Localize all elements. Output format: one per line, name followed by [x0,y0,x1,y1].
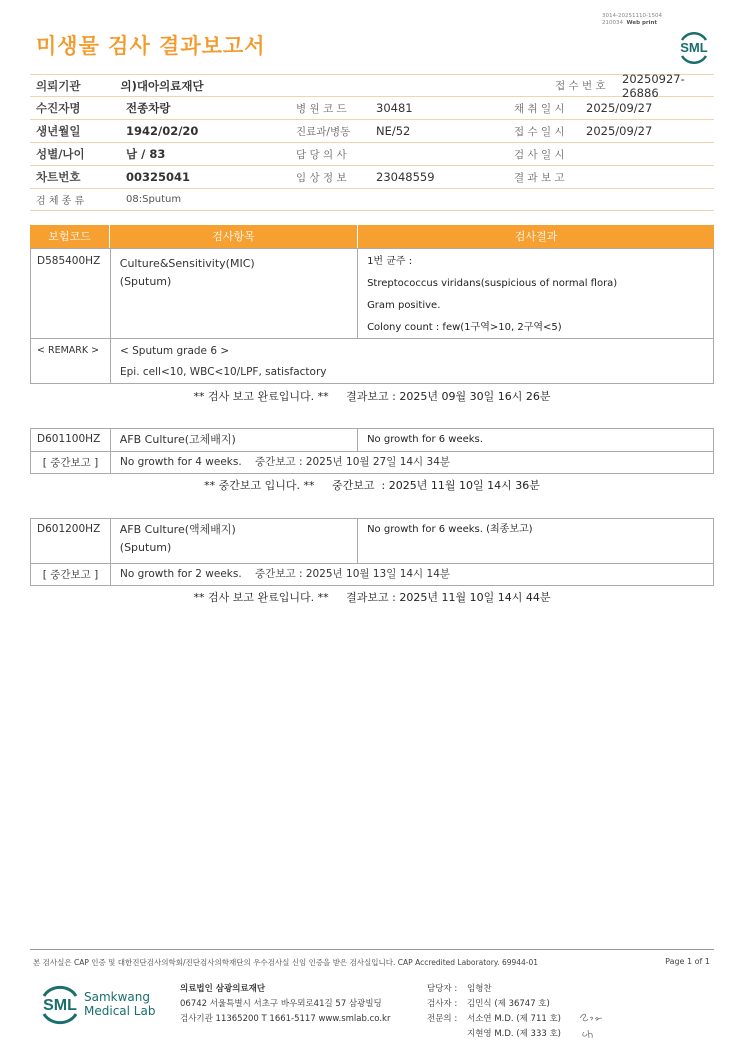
org-name: 의료법인 삼광의료재단 [180,984,266,994]
report-status-note: ** 중간보고 입니다. ** 중간보고 : 2025년 11월 10일 14시 36분 [204,479,540,492]
table-row [31,339,713,383]
value-sex-age: 남 / 83 [126,147,166,161]
test-result: No growth for 6 weeks. [367,434,483,445]
label-clinical-info: 임 상 정 보 [296,171,347,184]
table-row [31,564,713,585]
test-item-specimen: (Sputum) [119,275,172,288]
staff-info [427,982,561,1042]
table-row [31,519,713,564]
interim-text: No growth for 2 weeks. 중간보고 : 2025년 10월 13일 14시 14분 [120,568,451,580]
info-row [30,120,714,143]
test-code: D601200HZ [31,519,111,563]
test-code: D601100HZ [31,429,111,451]
info-row [30,189,714,211]
label-hospital-code: 병 원 코 드 [296,102,347,115]
staff-name: 김민식 (제 36747 호) [467,999,550,1009]
value-collection-date: 2025/09/27 [586,101,653,115]
staff-role [427,1027,467,1042]
label-collection-date: 채 취 일 시 [514,102,565,115]
table-row [31,452,713,473]
label-result-report: 결 과 보 고 [514,171,565,184]
sml-logo-icon [674,26,714,66]
value-hospital-code: 30481 [376,101,413,115]
value-requester: 의)대아의료재단 [120,78,204,93]
test-block-afb-solid [30,428,714,474]
value-receipt-date: 2025/09/27 [586,124,653,138]
footer-divider [30,949,714,950]
info-row [30,97,714,120]
staff-row [427,982,561,997]
test-item-name: AFB Culture(액체배지) [119,523,236,536]
header-insurance-code: 보험코드 [30,225,110,248]
header-test-result: 검사결과 [514,230,558,243]
result-line: Gram positive. [367,300,441,311]
staff-role: 전문의 : [427,1014,458,1024]
header-test-item: 검사항목 [110,225,358,248]
label-department: 진료과/병동 [296,125,351,138]
remark-text [111,339,327,383]
brand-name [84,990,155,1018]
staff-role: 담당자 : [427,984,458,994]
value-accession: 20250927-26886 [622,71,685,100]
print-code-line2: 210034 [602,20,624,26]
info-row [30,166,714,189]
label-test-date: 검 사 일 시 [514,148,565,161]
brand-line2: Medical Lab [84,1004,156,1018]
brand-line1: Samkwang [84,990,150,1004]
label-birthdate: 생년월일 [36,124,81,138]
staff-row [427,1027,561,1042]
value-department: NE/52 [376,124,411,138]
label-specimen: 검 체 종 류 [36,196,85,207]
sml-footer-logo-icon [36,982,84,1026]
label-patient-name: 수진자명 [36,101,81,115]
value-birthdate: 1942/02/20 [126,124,199,138]
value-clinical-info: 23048559 [376,170,435,184]
interim-label: [ 중간보고 ] [31,564,111,585]
staff-row [427,1012,561,1027]
result-line: Colony count : few(1구역>10, 2구역<5) [367,322,562,333]
org-address: 06742 서울특별시 서초구 바우뫼로41길 57 삼광빌딩 [180,999,382,1009]
organization-info [180,982,390,1027]
value-specimen: 08:Sputum [126,194,182,205]
remark-line: < Sputum grade 6 > [120,345,230,357]
test-result: No growth for 6 weeks. (최종보고) [367,524,533,535]
remark-label: < REMARK > [31,339,111,383]
remark-line: Epi. cell<10, WBC<10/LPF, satisfactory [120,366,327,378]
sml-footer-logo-text: SML [43,997,77,1014]
result-line: 1번 균주 : [367,256,413,267]
info-row [30,143,714,166]
test-code: D585400HZ [31,249,111,338]
signature-icon [578,1008,614,1044]
staff-name: 서소연 M.D. (제 711 호) [467,1014,562,1024]
certification-text: 본 검사실은 CAP 인증 및 대한진단검사의학회/진단검사의학재단의 우수검사실 신임 인증을 받은 검사실입니다. CAP Accredited Laboratory. 69944-01 [33,958,539,967]
test-block-afb-liquid [30,518,714,586]
label-accession: 접 수 번 호 [555,80,606,92]
staff-name: 지현영 M.D. (제 333 호) [467,1029,562,1039]
report-title: 미생물 검사 결과보고서 [36,34,266,58]
sml-logo-text: SML [680,40,708,55]
test-item [111,519,358,563]
staff-role: 검사자 : [427,999,458,1009]
test-item [111,249,358,338]
value-patient-name: 전종차랑 [126,101,171,115]
print-code-line1: 3014-20251110-1504 [602,13,662,19]
web-print-label: Web print [626,20,658,26]
report-status-note: ** 검사 보고 완료입니다. ** 결과보고 : 2025년 11월 10일 14시 44분 [193,591,551,604]
org-contact: 검사기관 11365200 T 1661-5117 www.smlab.co.kr [180,1014,391,1024]
test-item-name: AFB Culture(고체배지) [111,429,358,451]
table-row [31,249,713,339]
results-table-header [30,225,714,248]
patient-info-table [30,71,714,211]
test-item-specimen: (Sputum) [119,541,172,554]
label-physician: 담 당 의 사 [296,148,347,161]
page-number: Page 1 of 1 [665,957,710,966]
test-item-name: Culture&Sensitivity(MIC) [119,257,255,270]
info-row [30,71,714,100]
staff-row [427,997,561,1012]
label-chart-number: 차트번호 [36,170,81,184]
table-row [31,429,713,452]
print-code [602,13,662,27]
report-status-note: ** 검사 보고 완료입니다. ** 결과보고 : 2025년 09월 30일 16시 26분 [193,390,551,403]
staff-name: 임형찬 [467,984,492,994]
interim-label: [ 중간보고 ] [31,452,111,473]
result-line: Streptococcus viridans(suspicious of normal flora) [367,278,618,289]
label-receipt-date: 접 수 일 시 [514,125,565,138]
test-result [358,249,713,338]
label-sex-age: 성별/나이 [36,147,85,161]
interim-text: No growth for 4 weeks. 중간보고 : 2025년 10월 27일 14시 34분 [120,456,451,468]
label-requester: 의뢰기관 [36,78,81,93]
test-block-culture [30,248,714,384]
value-chart-number: 00325041 [126,170,191,184]
